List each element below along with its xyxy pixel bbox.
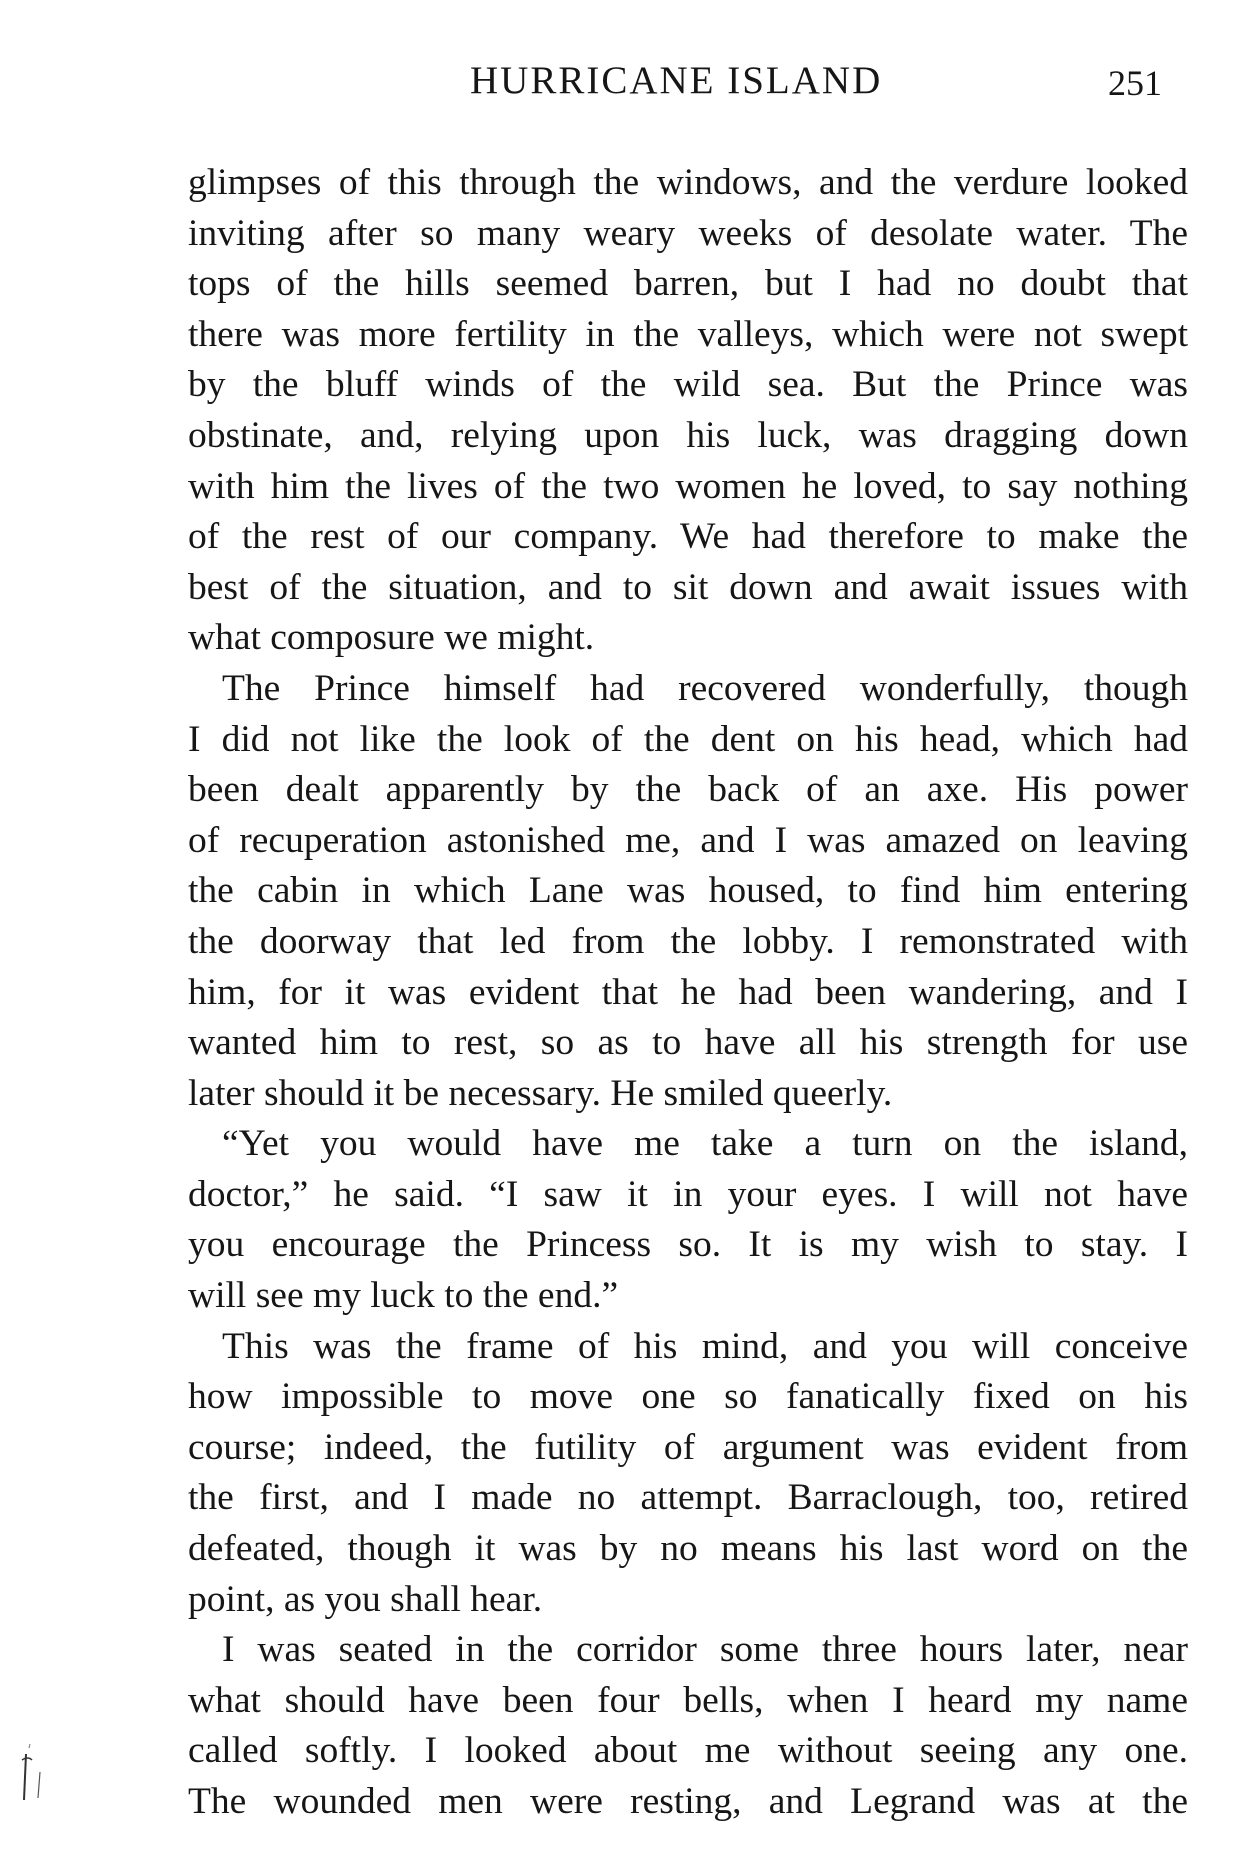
text-line: of the rest of our company. We had therefore to make the bbox=[188, 516, 1188, 558]
text-line: by the bluff winds of the wild sea. But the Prince was bbox=[188, 364, 1188, 406]
text-line: This was the frame of his mind, and you will conceive bbox=[222, 1325, 1188, 1367]
text-line: obstinate, and, relying upon his luck, was dragging down bbox=[188, 414, 1188, 456]
text-line: The wounded men were resting, and Legrand was at the bbox=[188, 1781, 1188, 1822]
text-line: there was more fertility in the valleys, which were not swept bbox=[188, 313, 1188, 355]
running-head bbox=[0, 58, 1251, 108]
text-line: defeated, though it was by no means his last word on the bbox=[188, 1528, 1188, 1570]
text-line: what composure we might. bbox=[188, 617, 595, 659]
text-line: doctor,” he said. “I saw it in your eyes. I will not have bbox=[188, 1173, 1188, 1215]
text-line: with him the lives of the two women he loved, to say nothing bbox=[188, 465, 1188, 507]
text-line: the cabin in which Lane was housed, to find him entering bbox=[188, 870, 1188, 912]
page-number: 251 bbox=[1108, 63, 1162, 103]
paragraph bbox=[188, 1322, 1188, 1626]
text-line: what should have been four bells, when I heard my name bbox=[188, 1679, 1188, 1721]
text-line: the first, and I made no attempt. Barraclough, too, retired bbox=[188, 1477, 1188, 1519]
body-text bbox=[188, 158, 1188, 1828]
text-line: the doorway that led from the lobby. I remonstrated with bbox=[188, 920, 1188, 962]
text-line: glimpses of this through the windows, and the verdure looked bbox=[188, 162, 1188, 203]
paragraph bbox=[188, 1625, 1188, 1827]
text-line: course; indeed, the futility of argument was evident from bbox=[188, 1426, 1188, 1468]
text-line: him, for it was evident that he had been wandering, and I bbox=[188, 971, 1188, 1013]
text-line: been dealt apparently by the back of an axe. His power bbox=[188, 769, 1188, 811]
paragraph bbox=[188, 1119, 1188, 1321]
text-line: called softly. I looked about me without seeing any one. bbox=[188, 1730, 1188, 1772]
text-line: of recuperation astonished me, and I was amazed on leaving bbox=[188, 819, 1188, 861]
margin-pencil-mark bbox=[18, 1742, 52, 1802]
text-line: you encourage the Princess so. It is my wish to stay. I bbox=[188, 1224, 1188, 1266]
text-line: “Yet you would have me take a turn on the island, bbox=[222, 1123, 1188, 1165]
text-line: I did not like the look of the dent on his head, which had bbox=[188, 718, 1188, 760]
text-line: later should it be necessary. He smiled queerly. bbox=[188, 1072, 893, 1114]
text-line: how impossible to move one so fanatically fixed on his bbox=[188, 1376, 1188, 1418]
text-line: point, as you shall hear. bbox=[188, 1578, 543, 1620]
text-line: The Prince himself had recovered wonderfully, though bbox=[222, 667, 1188, 709]
text-line: wanted him to rest, so as to have all his strength for use bbox=[188, 1022, 1188, 1064]
text-line: tops of the hills seemed barren, but I had no doubt that bbox=[188, 263, 1188, 305]
running-title: HURRICANE ISLAND bbox=[470, 59, 883, 102]
text-line: inviting after so many weary weeks of desolate water. The bbox=[188, 212, 1188, 254]
paragraph bbox=[188, 664, 1188, 1119]
paragraph bbox=[188, 158, 1188, 664]
text-line: I was seated in the corridor some three hours later, near bbox=[222, 1629, 1188, 1671]
text-line: best of the situation, and to sit down and await issues with bbox=[188, 566, 1188, 608]
text-line: will see my luck to the end.” bbox=[188, 1275, 619, 1317]
